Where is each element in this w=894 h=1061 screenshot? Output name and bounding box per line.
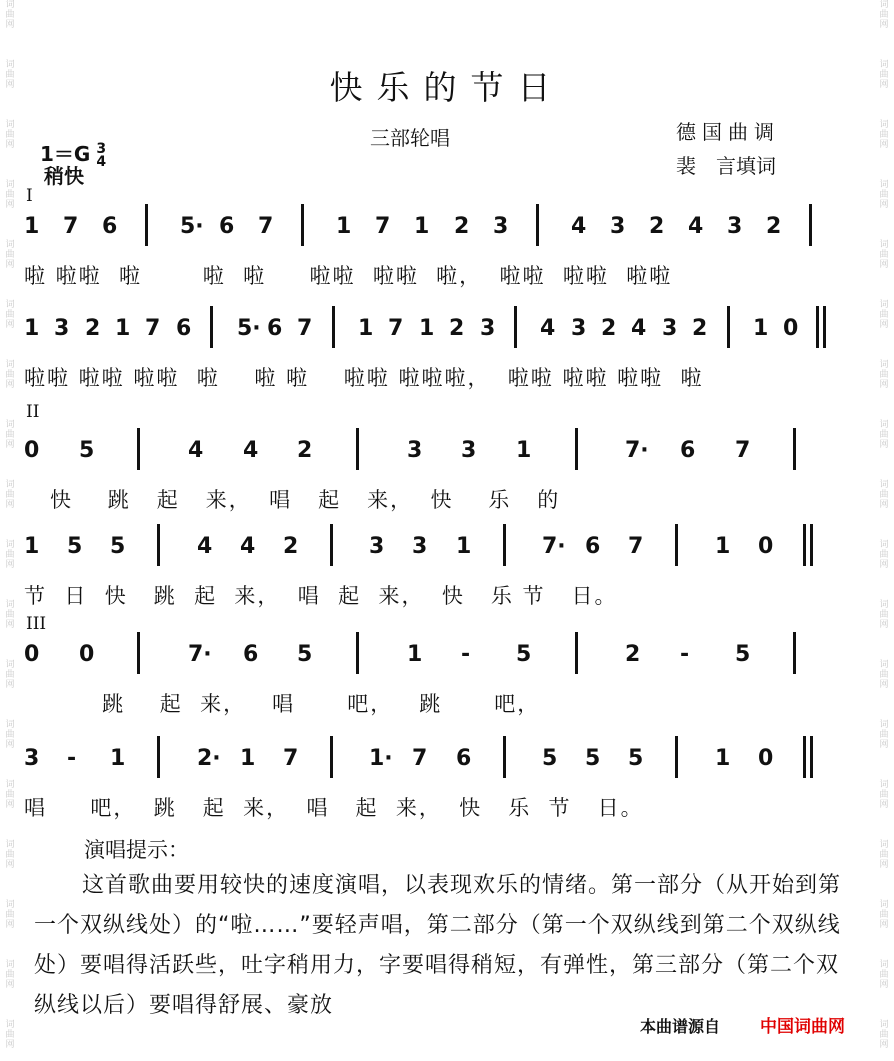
watermark: 词曲网 — [879, 0, 889, 30]
watermark: 词曲网 — [5, 360, 15, 390]
watermark-column-left — [2, 0, 18, 1061]
note: 2 — [649, 214, 665, 239]
note: 2 — [692, 316, 708, 341]
barline — [356, 632, 359, 674]
note: 1 — [753, 316, 769, 341]
note: 3 — [610, 214, 626, 239]
note: 0 — [79, 642, 95, 667]
watermark: 词曲网 — [879, 840, 889, 870]
note: 3 — [662, 316, 678, 341]
key-label: 1＝G — [40, 142, 91, 166]
note: 3 — [369, 534, 385, 559]
note: 4 — [188, 438, 204, 463]
note: 7 — [412, 746, 428, 771]
barline — [675, 524, 678, 566]
time-signature — [96, 140, 107, 170]
note: 2 — [625, 642, 641, 667]
barline — [137, 428, 140, 470]
note: 4 — [631, 316, 647, 341]
watermark: 词曲网 — [879, 960, 889, 990]
note: 6 — [680, 438, 696, 463]
note: 3 — [571, 316, 587, 341]
note: 7 — [735, 438, 751, 463]
watermark: 词曲网 — [5, 780, 15, 810]
watermark: 词曲网 — [5, 660, 15, 690]
note: 3 — [24, 746, 40, 771]
barline — [210, 306, 213, 348]
note: 0 — [24, 438, 40, 463]
barline — [137, 632, 140, 674]
time-signature-bottom: 4 — [96, 153, 107, 170]
note: 4 — [688, 214, 704, 239]
watermark: 词曲网 — [879, 360, 889, 390]
watermark: 词曲网 — [879, 300, 889, 330]
watermark: 词曲网 — [879, 540, 889, 570]
part-label-3: III — [26, 614, 47, 634]
note: 2 — [454, 214, 470, 239]
note: 2 — [297, 438, 313, 463]
note: 5 — [628, 746, 644, 771]
note: 1· — [369, 746, 393, 771]
note: 1 — [456, 534, 472, 559]
note: 5 — [585, 746, 601, 771]
watermark: 词曲网 — [5, 720, 15, 750]
credit-composer: 德国曲调 — [676, 120, 780, 144]
note: 1 — [715, 746, 731, 771]
note: 5 — [110, 534, 126, 559]
barline — [503, 736, 506, 778]
note: 1 — [419, 316, 435, 341]
credit-lyricist: 裴 言填词 — [676, 154, 776, 178]
note: 7 — [63, 214, 79, 239]
watermark: 词曲网 — [5, 0, 15, 30]
watermark: 词曲网 — [879, 240, 889, 270]
note: 1 — [715, 534, 731, 559]
barline — [330, 524, 333, 566]
note: 6 — [102, 214, 118, 239]
note: 3 — [461, 438, 477, 463]
lyrics-line: 节 日 快 跳 起 来， 唱 起 来， 快 乐 节 日。 — [24, 584, 618, 608]
note: 0 — [758, 534, 774, 559]
note: 0 — [758, 746, 774, 771]
part-label-2: II — [26, 402, 40, 422]
watermark: 词曲网 — [5, 600, 15, 630]
barline — [514, 306, 517, 348]
song-subtitle: 三部轮唱 — [370, 126, 450, 150]
note: 1 — [240, 746, 256, 771]
watermark: 词曲网 — [879, 720, 889, 750]
barline — [145, 204, 148, 246]
note: - — [461, 642, 471, 667]
watermark: 词曲网 — [879, 780, 889, 810]
song-title: 快乐的节日 — [329, 68, 565, 107]
lyrics-line: 啦 啦啦 啦 啦 啦 啦啦 啦啦 啦， 啦啦 啦啦 啦啦 — [24, 264, 673, 288]
barline — [675, 736, 678, 778]
note: 3 — [412, 534, 428, 559]
lyrics-line: 唱 吧， 跳 起 来， 唱 起 来， 快 乐 节 日。 — [24, 796, 644, 820]
watermark: 词曲网 — [5, 180, 15, 210]
part-label-1: I — [26, 186, 33, 206]
site-name-link[interactable]: 中国词曲网 — [760, 1017, 845, 1037]
note: 1 — [336, 214, 352, 239]
watermark: 词曲网 — [879, 900, 889, 930]
lyrics-line: 跳 起 来， 唱 吧， 跳 吧， — [24, 692, 541, 716]
note: 5 — [297, 642, 313, 667]
note: 5 — [516, 642, 532, 667]
source-label: 本曲谱源自 — [640, 1017, 721, 1036]
time-signature-top: 3 — [96, 140, 107, 157]
note: 0 — [24, 642, 40, 667]
note: 5 — [67, 534, 83, 559]
note: 7 — [145, 316, 161, 341]
note: 1 — [110, 746, 126, 771]
note: 2· — [197, 746, 221, 771]
watermark: 词曲网 — [5, 120, 15, 150]
watermark: 词曲网 — [5, 900, 15, 930]
watermark: 词曲网 — [879, 180, 889, 210]
note: - — [67, 746, 77, 771]
double-barline — [803, 736, 813, 778]
note: 7· — [542, 534, 566, 559]
note: 5 — [542, 746, 558, 771]
note: 7 — [283, 746, 299, 771]
note: 1 — [24, 214, 40, 239]
note: 5· — [237, 316, 261, 341]
score-row — [24, 534, 880, 608]
note: 1 — [358, 316, 374, 341]
barline — [575, 428, 578, 470]
note: 3 — [493, 214, 509, 239]
barline — [793, 632, 796, 674]
note: 7· — [625, 438, 649, 463]
score-row — [24, 746, 880, 820]
watermark: 词曲网 — [879, 1020, 889, 1050]
note: 1 — [516, 438, 532, 463]
double-barline — [803, 524, 813, 566]
note: 2 — [283, 534, 299, 559]
watermark: 词曲网 — [5, 60, 15, 90]
note: 6 — [585, 534, 601, 559]
note: 6 — [176, 316, 192, 341]
note: 6 — [243, 642, 259, 667]
watermark: 词曲网 — [5, 240, 15, 270]
barline — [332, 306, 335, 348]
note: 1 — [24, 316, 40, 341]
watermark: 词曲网 — [5, 420, 15, 450]
note: 6 — [267, 316, 283, 341]
score-row — [24, 214, 880, 288]
score-row — [24, 316, 880, 390]
note: 2 — [601, 316, 617, 341]
note: 6 — [456, 746, 472, 771]
note: 2 — [85, 316, 101, 341]
note: - — [680, 642, 690, 667]
watermark: 词曲网 — [879, 420, 889, 450]
barline — [356, 428, 359, 470]
barline — [809, 204, 812, 246]
note: 6 — [219, 214, 235, 239]
score-row — [24, 438, 880, 512]
note: 0 — [783, 316, 799, 341]
note: 3 — [727, 214, 743, 239]
performance-tips-heading: 演唱提示： — [84, 838, 189, 862]
note: 5 — [79, 438, 95, 463]
barline — [330, 736, 333, 778]
lyrics-line: 啦啦 啦啦 啦啦 啦 啦 啦 啦啦 啦啦啦， 啦啦 啦啦 啦啦 啦 — [24, 366, 704, 390]
barline — [157, 736, 160, 778]
note: 4 — [243, 438, 259, 463]
watermark: 词曲网 — [5, 960, 15, 990]
barline — [157, 524, 160, 566]
note: 5 — [735, 642, 751, 667]
note: 1 — [115, 316, 131, 341]
watermark: 词曲网 — [5, 1020, 15, 1050]
barline — [793, 428, 796, 470]
barline — [301, 204, 304, 246]
watermark: 词曲网 — [5, 840, 15, 870]
note: 4 — [240, 534, 256, 559]
note: 3 — [407, 438, 423, 463]
note: 7 — [258, 214, 274, 239]
barline — [575, 632, 578, 674]
note: 4 — [197, 534, 213, 559]
note: 1 — [24, 534, 40, 559]
note: 1 — [407, 642, 423, 667]
note: 7 — [375, 214, 391, 239]
note: 7 — [297, 316, 313, 341]
watermark: 词曲网 — [5, 300, 15, 330]
note: 3 — [54, 316, 70, 341]
note: 7 — [628, 534, 644, 559]
note: 7· — [188, 642, 212, 667]
double-barline — [816, 306, 826, 348]
watermark-column-right — [876, 0, 892, 1061]
watermark: 词曲网 — [879, 120, 889, 150]
note: 4 — [540, 316, 556, 341]
watermark: 词曲网 — [879, 600, 889, 630]
watermark: 词曲网 — [879, 60, 889, 90]
watermark: 词曲网 — [879, 480, 889, 510]
watermark: 词曲网 — [879, 660, 889, 690]
note: 2 — [766, 214, 782, 239]
note: 2 — [449, 316, 465, 341]
barline — [503, 524, 506, 566]
lyrics-line: 快 跳 起 来， 唱 起 来， 快 乐 的 — [24, 488, 561, 512]
watermark: 词曲网 — [5, 540, 15, 570]
note: 1 — [414, 214, 430, 239]
performance-tips-text: 这首歌曲要用较快的速度演唱，以表现欢乐的情绪。第一部分（从开始到第一个双纵线处）的“啦……”要轻声唱，第二部分（第一个双纵线到第二个双纵线处）要唱得活跃些，吐字稍用力，字要唱得稍短，有弹性，第三部分（第二个双纵线以后）要唱得舒展、豪放 — [34, 873, 842, 1018]
watermark: 词曲网 — [5, 480, 15, 510]
note: 4 — [571, 214, 587, 239]
note: 7 — [388, 316, 404, 341]
note: 5· — [180, 214, 204, 239]
note: 3 — [480, 316, 496, 341]
score-row — [24, 642, 880, 716]
barline — [536, 204, 539, 246]
barline — [727, 306, 730, 348]
tempo-marking: 稍快 — [44, 164, 84, 188]
